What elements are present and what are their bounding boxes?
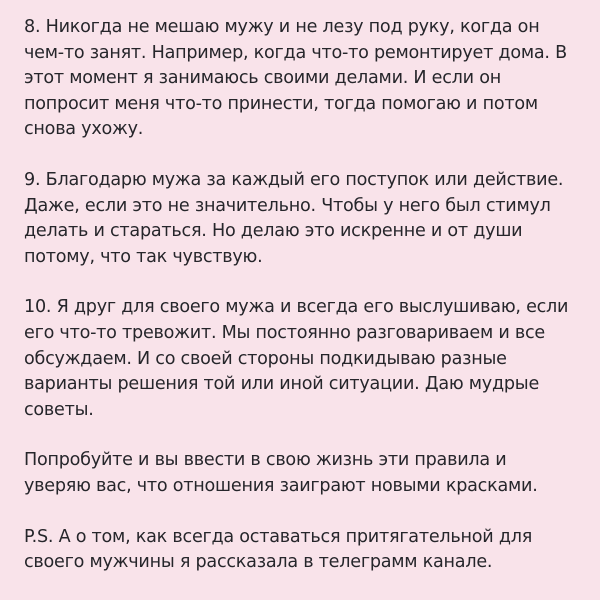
paragraph-rule-10: [24, 295, 578, 423]
paragraph-rule-8: [24, 15, 578, 143]
text-line: уверяю вас, что отношения заиграют новыми красками.: [24, 475, 538, 496]
text-line: обсуждаем. И со своей стороны подкидываю разные: [24, 348, 507, 369]
text-line: 9. Благодарю мужа за каждый его поступок или действие.: [24, 169, 564, 190]
text-line: попросит меня что-то принести, тогда помогаю и потом: [24, 93, 538, 114]
text-line: 8. Никогда не мешаю мужу и не лезу под руку, когда он: [24, 17, 540, 37]
text-line: чем-то занят. Например, когда что-то ремонтирует дома. В: [24, 42, 567, 63]
text-line: P.S. А о том, как всегда оставаться притягательной для: [24, 526, 533, 547]
text-line: советы.: [24, 399, 94, 420]
text-line: потому, что так чувствую.: [24, 246, 263, 267]
text-line: этот момент я занимаюсь своими делами. И если он: [24, 68, 501, 89]
paragraph-postscript: [24, 525, 578, 576]
paragraph-rule-9: [24, 168, 578, 270]
text-line: 10. Я друг для своего мужа и всегда его выслушиваю, если: [24, 297, 569, 318]
text-line: своего мужчины я рассказала в телеграмм канале.: [24, 552, 493, 573]
text-line: варианты решения той или иной ситуации. Даю мудрые: [24, 374, 540, 395]
paragraph-conclusion: [24, 448, 578, 499]
text-line: Даже, если это не значительно. Чтобы у него был стимул: [24, 195, 551, 216]
text-line: его что-то тревожит. Мы постоянно разговариваем и все: [24, 322, 545, 343]
text-line: снова ухожу.: [24, 119, 144, 140]
text-line: Попробуйте и вы ввести в свою жизнь эти правила и: [24, 450, 507, 471]
text-line: делать и стараться. Но делаю это искренне и от души: [24, 221, 523, 242]
